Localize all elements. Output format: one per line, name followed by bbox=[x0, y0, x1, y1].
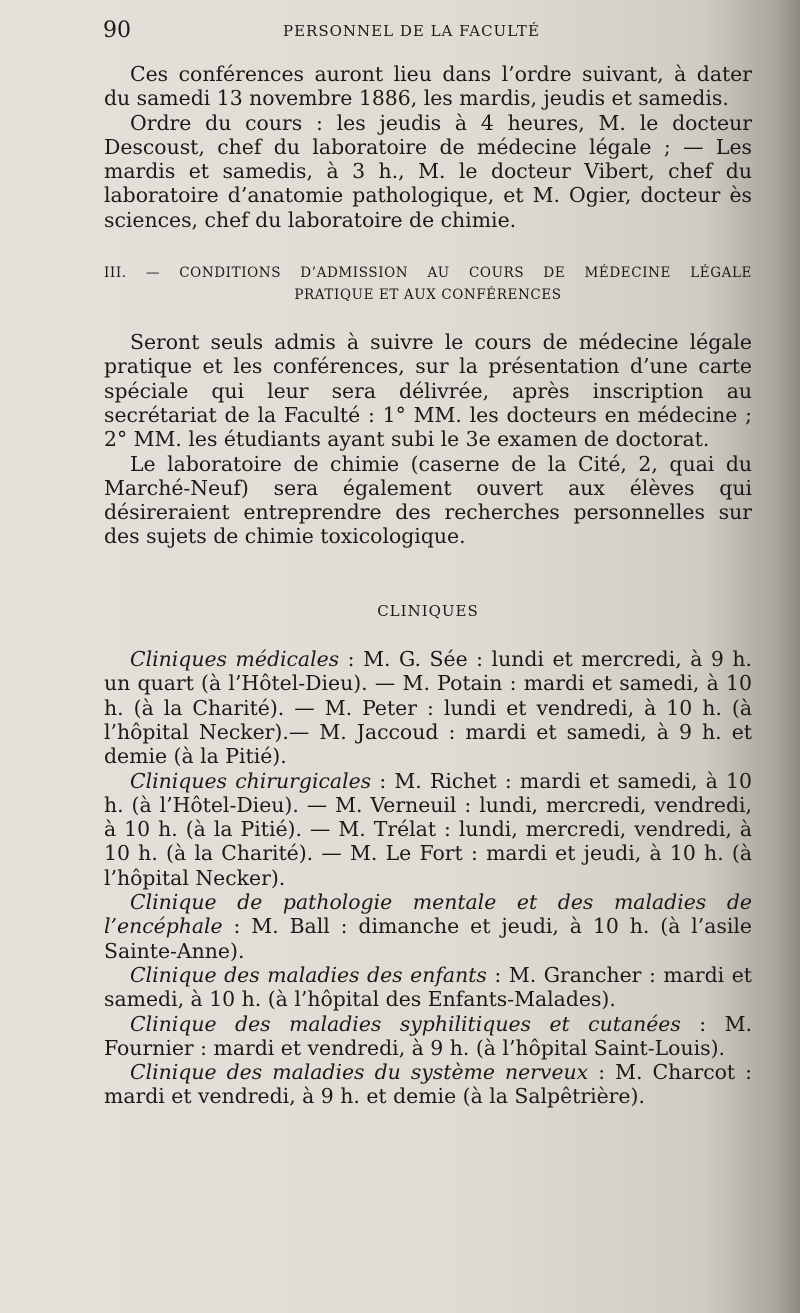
page-body bbox=[104, 62, 752, 1109]
clinic-label: Cliniques chirurgicales bbox=[130, 768, 372, 793]
clinic-entry bbox=[104, 647, 752, 768]
clinic-entry bbox=[104, 1060, 752, 1109]
page-header bbox=[103, 18, 740, 48]
clinic-entry bbox=[104, 890, 752, 963]
clinic-label: Clinique des maladies des enfants bbox=[130, 962, 487, 987]
section-heading-line: III. — CONDITIONS D’ADMISSION AU COURS DE MÉDECINE LÉGALE bbox=[104, 265, 752, 282]
clinic-entry bbox=[104, 1012, 752, 1061]
clinic-text: : M. Ball : dimanche et jeudi, à 10 h. (à l’asile Sainte-Anne). bbox=[104, 914, 752, 963]
section-heading bbox=[104, 262, 752, 306]
page-number: 90 bbox=[103, 18, 131, 43]
paragraph: Ces conférences auront lieu dans l’ordre suivant, à dater du samedi 13 novembre 1886, les mardis, jeudis et samedis. bbox=[104, 62, 752, 111]
clinic-text: : M. Charcot : mardi et vendredi, à 9 h. et demie (à la Salpêtrière). bbox=[104, 1060, 753, 1109]
cliniques-heading: CLINIQUES bbox=[377, 601, 479, 620]
clinic-label: Clinique de pathologie mentale et des maladies de l’encéphale bbox=[104, 890, 752, 939]
paragraph: Le laboratoire de chimie (caserne de la Cité, 2, quai du Marché-Neuf) sera également ouvert aux élèves qui désireraient entreprendre des recherches personnelles sur des sujets de chimie toxicologique. bbox=[104, 451, 752, 549]
clinic-text: : M. Grancher : mardi et samedi, à 10 h. (à l’hôpital des Enfants-Malades). bbox=[104, 962, 752, 1012]
clinic-text: : M. G. Sée : lundi et mercredi, à 9 h. un quart (à l’Hôtel-Dieu). — M. Potain : mardi et samedi, à 10 h. (à la Charité). — M. Peter : lundi et vendredi, à 10 h. (à l’hôpital Necker).— M. Jaccoud : mardi et samedi, à 9 h. et demie (à la Pitié). bbox=[104, 647, 752, 769]
clinic-text: : M. Richet : mardi et samedi, à 10 h. (à l’Hôtel-Dieu). — M. Verneuil : lundi, mercredi, vendredi, à 10 h. (à la Pitié). — M. Trélat : lundi, mercredi, vendredi, à 10 h. (à la Charité). — M. Le Fort : mardi et jeudi, à 10 h. (à l’hôpital Necker). bbox=[104, 768, 752, 890]
running-title: PERSONNEL DE LA FACULTÉ bbox=[283, 22, 540, 40]
section-heading-line: PRATIQUE ET AUX CONFÉRENCES bbox=[294, 287, 562, 304]
paragraph: Ordre du cours : les jeudis à 4 heures, M. le docteur Descoust, chef du laboratoire de médecine légale ; — Les mardis et samedis, à 3 h., M. le docteur Vibert, chef du laboratoire d’anatomie pathologique, et M. Ogier, docteur ès sciences, chef du laboratoire de chimie. bbox=[104, 110, 752, 232]
clinic-text: : M. Fournier : mardi et vendredi, à 9 h. (à l’hôpital Saint-Louis). bbox=[104, 1011, 752, 1060]
clinic-entry bbox=[104, 963, 752, 1012]
clinic-label: Clinique des maladies du système nerveux bbox=[130, 1060, 589, 1085]
paragraph: Seront seuls admis à suivre le cours de médecine légale pratique et les conférences, sur la présentation d’une carte spéciale qui leur sera délivrée, après inscription au secrétariat de la Faculté : 1° MM. les docteurs en médecine ; 2° MM. les étudiants ayant subi le 3e examen de doctorat. bbox=[104, 330, 752, 452]
clinic-entry bbox=[104, 769, 752, 890]
clinic-label: Clinique des maladies syphilitiques et cutanées bbox=[130, 1011, 681, 1036]
clinic-label: Cliniques médicales bbox=[130, 647, 340, 672]
